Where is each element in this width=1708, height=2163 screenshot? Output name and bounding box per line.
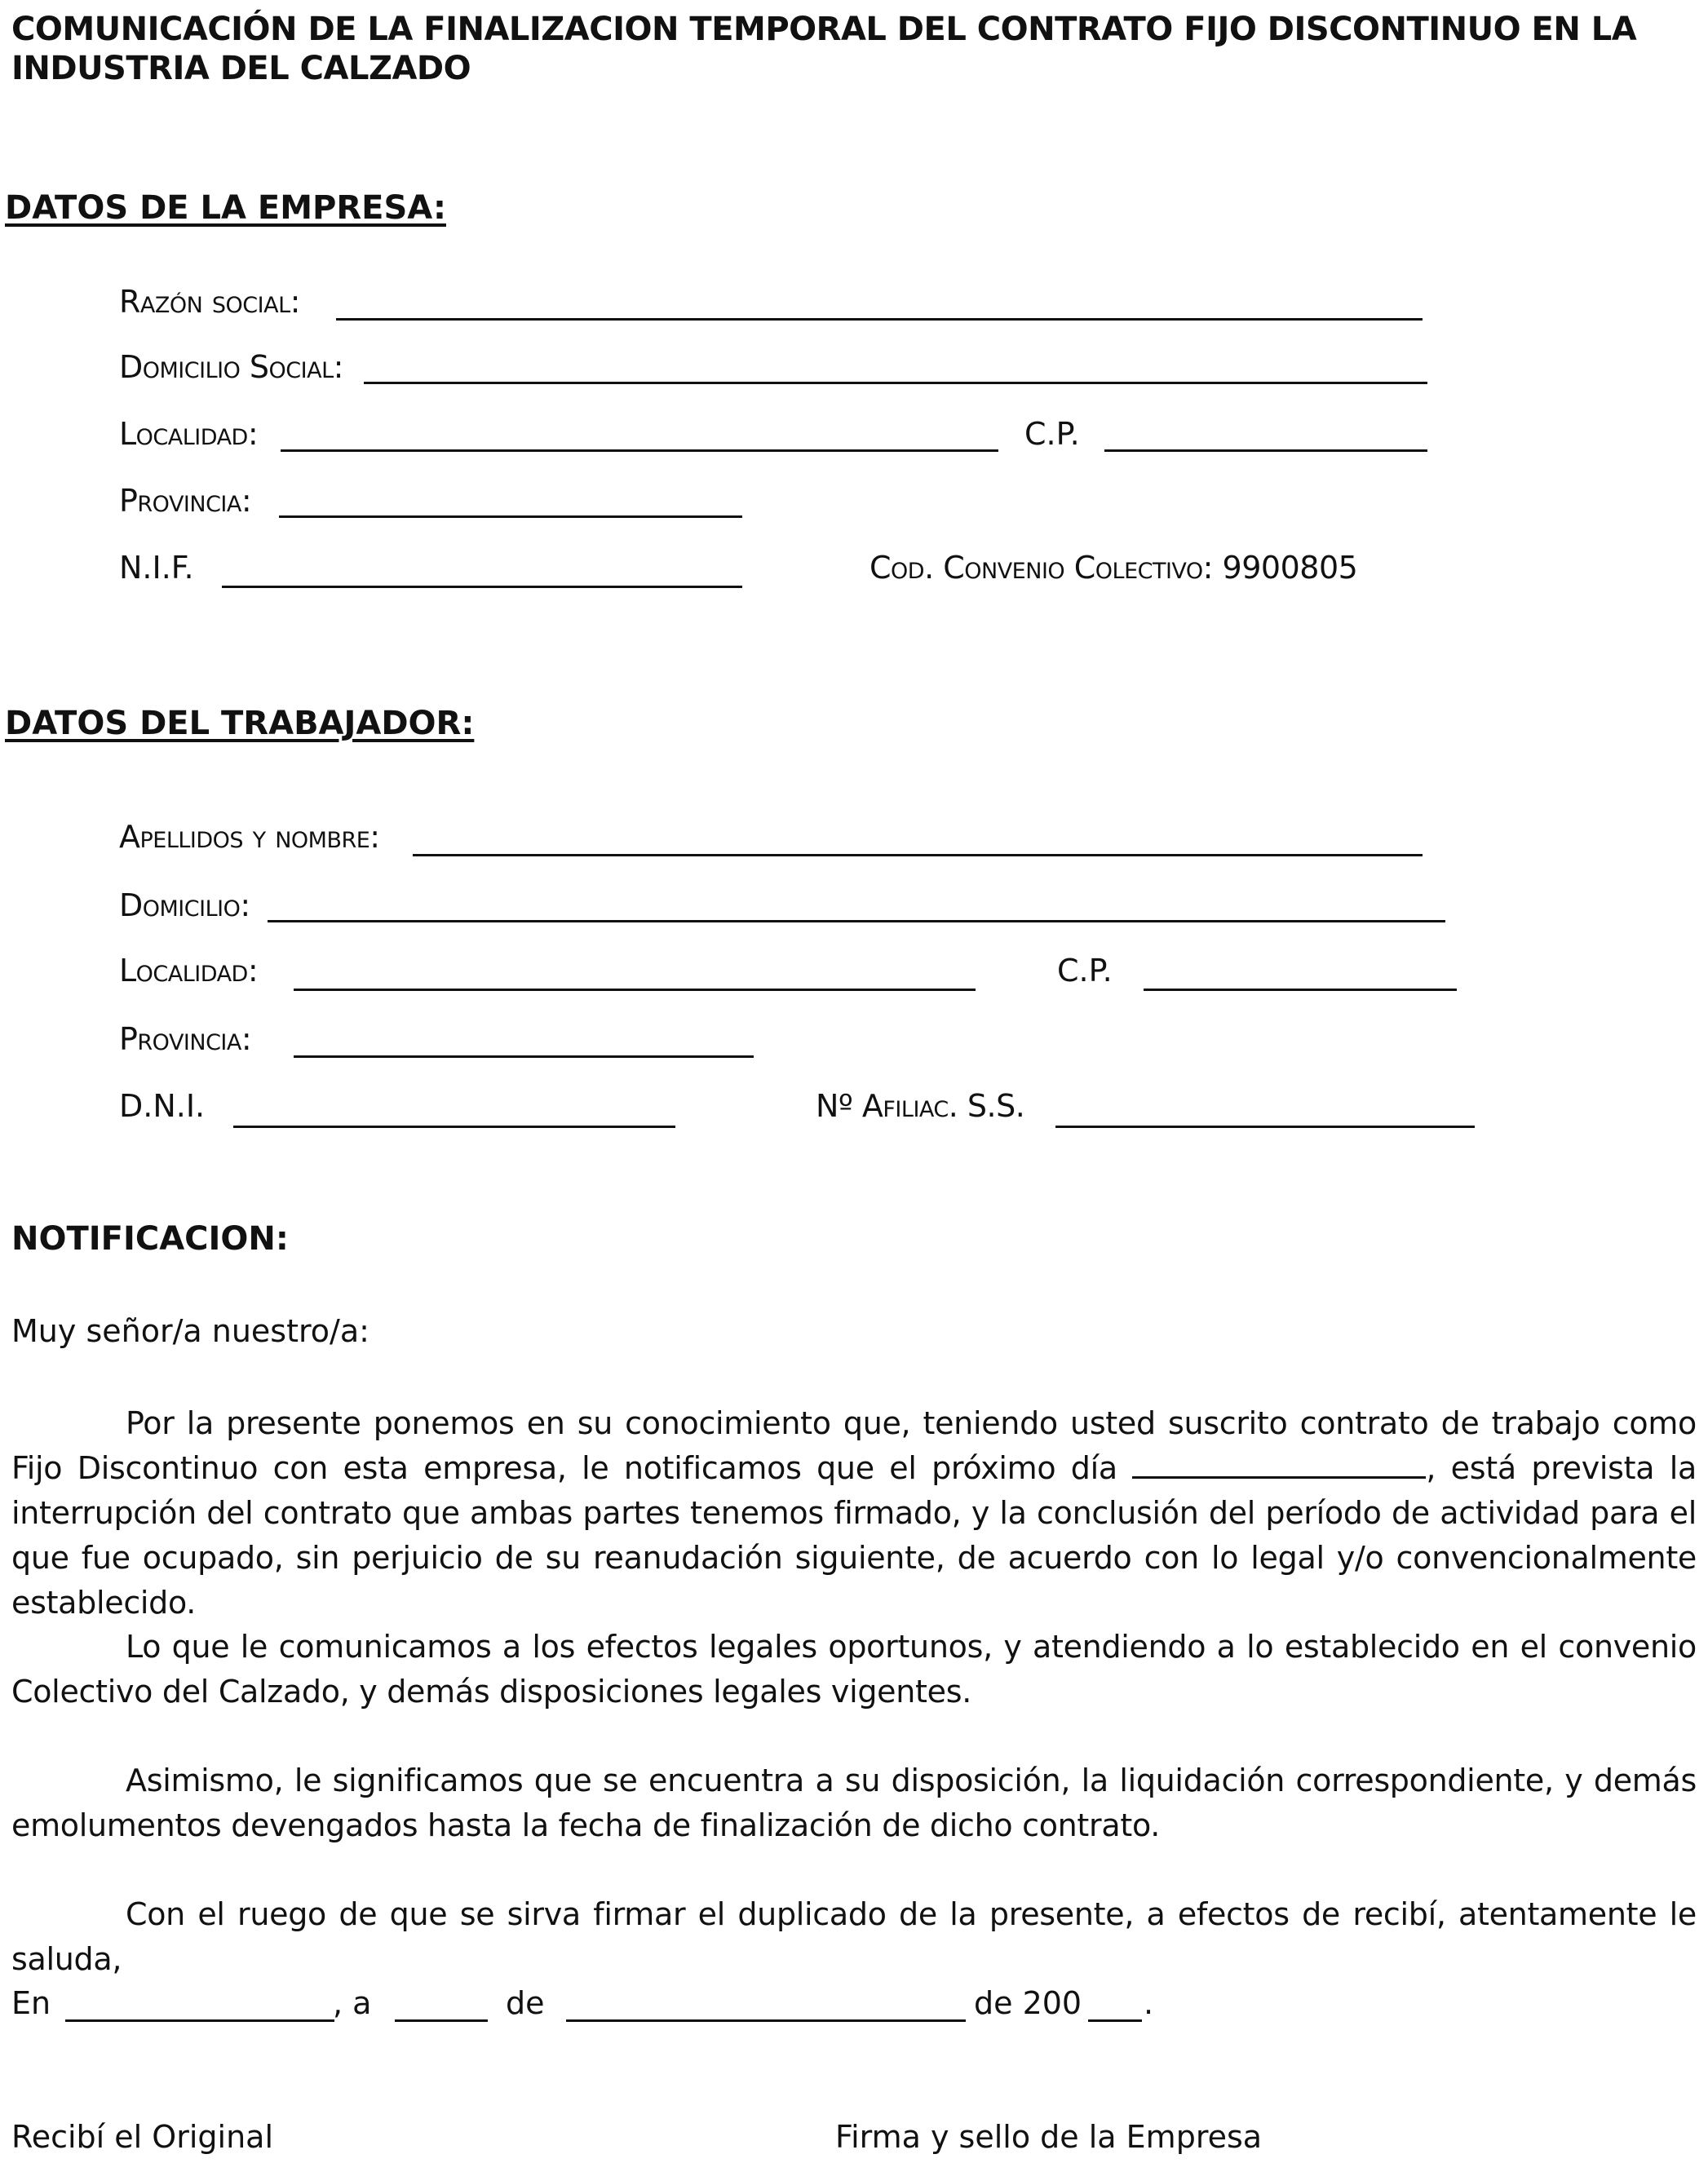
razon-social-field[interactable] — [336, 318, 1423, 321]
trabajador-heading: DATOS DEL TRABAJADOR: — [5, 705, 475, 742]
paragraph-1-text-a: Por la presente ponemos en su conocimiento que, teniendo usted suscrito contrato de trabajo como Fijo Discontinuo con esta empresa, le notificamos que el próximo día — [11, 1405, 1697, 1486]
fecha-interrupcion-field[interactable] — [1132, 1452, 1426, 1479]
trabajador-provincia-field[interactable] — [294, 1055, 754, 1058]
date-year-label: de 200 — [974, 1985, 1082, 2021]
paragraph-1 — [11, 1401, 1697, 1626]
paragraph-1-text-b: , está prevista la interrupción del contrato que ambas partes tenemos firmado, y la conclusión del período de actividad para el que fue ocupado, sin perjuicio de su reanudación siguiente, de acuerdo con lo legal y/o convencionalmente establecido. — [11, 1450, 1697, 1621]
trabajador-domicilio-field[interactable] — [268, 920, 1445, 922]
paragraph-3 — [11, 1758, 1697, 1848]
cod-convenio-colectivo: Cod. Convenio Colectivo: 9900805 — [869, 550, 1358, 586]
date-a-label: , a — [333, 1985, 372, 2021]
date-place-field[interactable] — [65, 2019, 334, 2022]
apellidos-nombre-label: Apellidos y nombre: — [119, 819, 380, 855]
empresa-provincia-label: Provincia: — [119, 483, 252, 519]
document-title-line-2: INDUSTRIA DEL CALZADO — [11, 50, 471, 87]
paragraph-2-text: Lo que le comunicamos a los efectos legales oportunos, y atendiendo a lo establecido en el convenio Colectivo del Calzado, y demás disposiciones legales vigentes. — [11, 1629, 1697, 1710]
empresa-localidad-field[interactable] — [281, 449, 998, 452]
domicilio-social-field[interactable] — [364, 382, 1427, 384]
paragraph-2 — [11, 1625, 1697, 1714]
razon-social-label: Razón social: — [119, 284, 300, 320]
empresa-cp-field[interactable] — [1104, 449, 1427, 452]
empresa-heading: DATOS DE LA EMPRESA: — [5, 189, 446, 227]
trabajador-cp-field[interactable] — [1144, 989, 1457, 991]
notificacion-heading: NOTIFICACION: — [11, 1220, 289, 1258]
empresa-cp-label: C.P. — [1024, 416, 1080, 452]
paragraph-4 — [11, 1892, 1697, 1982]
dni-field[interactable] — [233, 1126, 675, 1128]
trabajador-cp-label: C.P. — [1057, 953, 1113, 989]
dni-label: D.N.I. — [119, 1088, 206, 1124]
paragraph-4-text: Con el ruego de que se sirva firmar el duplicado de la presente, a efectos de recibí, atentamente le saluda, — [11, 1896, 1697, 1977]
document-title-line-1: COMUNICACIÓN DE LA FINALIZACION TEMPORAL DEL CONTRATO FIJO DISCONTINUO EN LA — [11, 11, 1637, 48]
date-year-field[interactable] — [1088, 2019, 1142, 2022]
empresa-localidad-label: Localidad: — [119, 416, 259, 452]
date-en-label: En — [11, 1985, 51, 2021]
recibi-original-label: Recibí el Original — [11, 2119, 273, 2155]
date-period: . — [1144, 1985, 1154, 2021]
apellidos-nombre-field[interactable] — [413, 854, 1423, 856]
trabajador-provincia-label: Provincia: — [119, 1021, 252, 1057]
domicilio-social-label: Domicilio Social: — [119, 349, 343, 385]
afiliacion-ss-field[interactable] — [1055, 1126, 1475, 1128]
salutation: Muy señor/a nuestro/a: — [11, 1313, 369, 1349]
nif-label: N.I.F. — [119, 550, 194, 586]
date-de-label: de — [506, 1985, 545, 2021]
trabajador-localidad-label: Localidad: — [119, 953, 259, 989]
trabajador-domicilio-label: Domicilio: — [119, 887, 250, 923]
paragraph-3-text: Asimismo, le significamos que se encuentra a su disposición, la liquidación correspondiente, y demás emolumentos devengados hasta la fecha de finalización de dicho contrato. — [11, 1763, 1697, 1843]
firma-sello-empresa-label: Firma y sello de la Empresa — [835, 2119, 1263, 2155]
trabajador-localidad-field[interactable] — [294, 989, 976, 991]
date-day-field[interactable] — [395, 2019, 488, 2022]
empresa-provincia-field[interactable] — [279, 515, 742, 518]
afiliacion-ss-label: Nº Afiliac. S.S. — [816, 1088, 1025, 1124]
date-month-field[interactable] — [566, 2019, 966, 2022]
nif-field[interactable] — [222, 586, 742, 588]
